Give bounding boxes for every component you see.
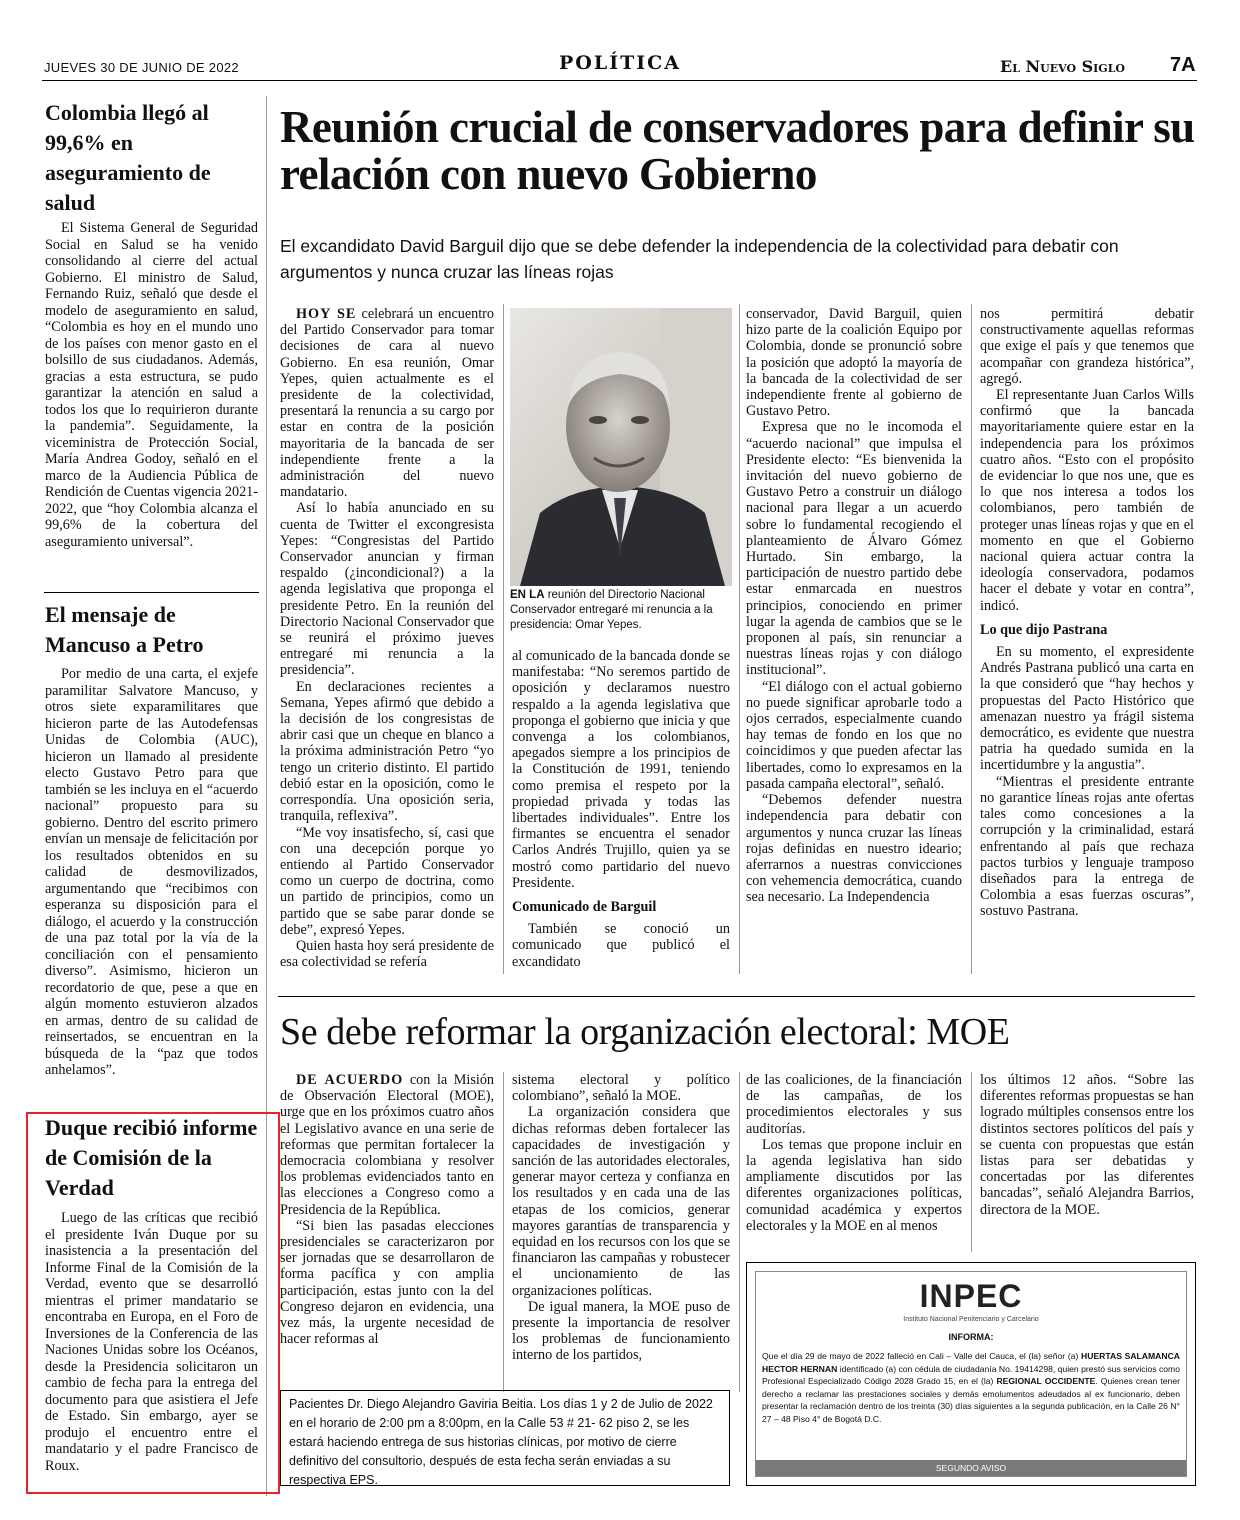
inpec-notice: [746, 1262, 1196, 1486]
sidebar-story-body: Luego de las críticas que recibió el presidente Iván Duque por su inasistencia a la presentación del Informe Final de la Comisión de la Verdad, evento que se desarrolló mientras el primer mandatario se encontraba en Europa, en el Foro de Inversiones de la Conferencia de las Naciones Unidas sobre los Océanos, desde la Presidencia solicitaron un cambio de fecha para la entrega del documento para que asistiera el Jefe de Estado. Sin embargo, ayer se produjo el encuentro entre el mandatario y el padre Francisco de Roux.: [45, 1210, 258, 1474]
article-subheading: Comunicado de Barguil: [512, 899, 657, 916]
article-subheading: Lo que dijo Pastrana: [980, 621, 1108, 638]
paragraph: celebrará un encuentro del Partido Conservador para tomar decisiones de cara al nuevo Gobierno. En esa reunión, Omar Yepes, quien actualmente es el presidente de la colectividad, presentará la renuncia a su cargo por estar en contra de la posición mayoritaria de la bancada de ser independiente frente a la administración del nuevo mandatario.: [280, 306, 494, 501]
paragraph: Los temas que propone incluir en la agenda legislativa han sido ampliamente discutidos por las diferentes organizaciones políticas, comunidad académica y expertos electorales y la MOE en al menos: [746, 1136, 962, 1234]
main-subheadline: El excandidato David Barguil dijo que se debe defender la independencia de la colectividad para debatir con argumentos y nunca cruzar las líneas rojas: [280, 236, 1119, 282]
paragraph: Expresa que no le incomoda el “acuerdo nacional” que impulsa el Presidente electo: “Es bienvenida la invitación del nuevo gobierno de Gustavo Petro a construir un diálogo nacional para llegar a un acuerdo sobre lo fundamental recogiendo el planteamiento de Álvaro Gómez Hurtado. Sin embargo, la participación de nuestro partido debe estar enmarcada en nuestros principios, conociendo en primer lugar la agenda de cambios que se le proponen al país, sin renunciar a nuestras líneas rojas y con diálogo institucional”.: [746, 419, 962, 679]
article-column-3: [746, 306, 962, 906]
photo-omar-yepes: [510, 308, 732, 586]
caption-lead: EN LA: [510, 589, 545, 601]
inpec-informa-label: INFORMA:: [948, 1332, 994, 1342]
moe-headline: Se debe reformar la organización electoral: MOE: [280, 1011, 1010, 1053]
sidebar-story-title: El mensaje de Mancuso a Petro: [45, 602, 204, 657]
paragraph: nos permitirá debatir constructivamente aquellas reformas que exige el país y que tenemos que acompañar con grandeza histórica”, agregó.: [980, 306, 1194, 387]
region-name: REGIONAL OCCIDENTE: [996, 1376, 1096, 1387]
page-number: 7A: [1170, 54, 1196, 76]
portrait-image: [510, 308, 732, 586]
paragraph: “Mientras el presidente entrante no garantice líneas rojas ante ofertas tales como concesiones a la corrupción y la criminalidad, estará enfrentando al país que rechaza pactos turbios y lenguaje tramposo diseñados para la entrega de Colombia a esas fuerzas oscuras”, sostuvo Pastrana.: [980, 773, 1194, 920]
column-divider: [503, 304, 504, 974]
paragraph: con la Misión de Observación Electoral (MOE), urge que en los próximos cuatro años el Legislativo avance en una serie de reformas que permitan fortalecer la democracia colombiana y resolver los problemas evidenciados tanto en las elecciones a Congreso como a Presidencia de la República.: [280, 1072, 495, 1218]
article-column-2: [512, 648, 730, 970]
paragraph: de las coaliciones, de la financiación de las campañas, de los procedimientos electorales y sus auditorías.: [746, 1072, 962, 1137]
column-divider: [971, 304, 972, 974]
section-rule: [278, 996, 1195, 997]
paragraph: También se conoció un comunicado que publicó el excandidato: [512, 921, 730, 970]
paragraph: Así lo había anunciado en su cuenta de Twitter el excongresista Yepes: “Congresistas del Partido Conservador anuncian y firman respaldo (¿incondicional?) a la agenda legislativa que proponga el presidente Petro. En la reunión del Directorio Nacional Conservador que se reunirá el próximo jueves entregaré mi renuncia a la presidencia”.: [280, 500, 494, 679]
paragraph: “Debemos defender nuestra independencia para debatir con argumentos y nunca cruzar las líneas rojas definidas en nuestro ideario; aferrarnos a nuestras convicciones con vehemencia democrática, cuando sea necesario. La Independencia: [746, 792, 962, 906]
caption-text: reunión del Directorio Nacional Conservador entregaré mi renuncia a la presidencia: Omar Yepes.: [510, 589, 713, 631]
paragraph: “Me voy insatisfecho, sí, casi que con una decepción porque yo entiendo al Partido Conservador como un cuerpo de doctrina, como un partido de principios, como un partido que se sabe parar donde se debe”, expresó Yepes.: [280, 824, 494, 938]
moe-column-1: [280, 1072, 494, 1347]
moe-column-2: [512, 1072, 730, 1364]
paragraph: La organización considera que dichas reformas deben fortalecer las capacidades de investigación y sanción de las autoridades electorales, generar mayor certeza y confianza en los resultados y en cada una de las etapas de los comicios, generar mayores garantías de transparencia y equidad en los recursos con los que se financiaron las campañas y robustecer el uncionamiento de las organizaciones políticas.: [512, 1104, 730, 1299]
notice-text-part: . Quienes crean tener derecho a reclamar las prestaciones sociales y demás emolumentos adeudados al ex funcionario, deben presentar la reclamación dentro de los treinta (30) días siguientes a la segunda publicación, en la Calle 26 N° 27 – 48 Piso 4° de Bogotá D.C.: [762, 1376, 1180, 1424]
article-column-4: [980, 306, 1194, 920]
paragraph: En su momento, el expresidente Andrés Pastrana publicó una carta en la que consideró que “hay hechos y propuestas del Pacto Histórico que amenazan nuestro ya frágil sistema democrático, es evidente que nuestra patria ha quedado sumida en la incertidumbre y la angustia”.: [980, 644, 1194, 774]
sidebar-story-body: Por medio de una carta, el exjefe paramilitar Salvatore Mancuso, y otros siete exparamilitares que hicieron parte de las Autodefensas Unidas de Colombia (AUC), hicieron un llamado al presidente electo Gustavo Petro para que también se les incluya en el “acuerdo nacional” propuesto para su gobierno. Dentro del escrito primero envían un mensaje de felicitación por los resultados obtenidos en su calidad de desmovilizados, argumentando que “recibimos con esperanza su disposición para el diálogo, el acuerdo y la construcción de una paz total por la vía de la conciliación con el pensamiento diverso”. Asimismo, hicieron un recordatorio de que, pese a que en algún momento estuvieron alzados en armas, dentro de su calidad de reinsertados, se encuentran en la búsqueda de la “paz que todos anhelamos”.: [45, 666, 258, 1078]
paragraph: Quien hasta hoy será presidente de esa colectividad se refería: [280, 937, 494, 971]
inpec-frame: [755, 1271, 1187, 1477]
paragraph: conservador, David Barguil, quien hizo parte de la coalición Equipo por Colombia, donde se pronunció sobre la posición que adoptó la mayoría de la bancada de la colectividad de ser independiente frente al gobierno de Gustavo Petro.: [746, 306, 962, 420]
paragraph: “Si bien las pasadas elecciones presidenciales se caracterizaron por ser jornadas que se desarrollaron de forma pacífica y con amplia participación, estas junto con la del Congreso dejaron en evidencia, una vez más, la urgente necesidad de hacer reformas al: [280, 1217, 494, 1348]
paragraph: al comunicado de la bancada donde se manifestaba: “No seremos partido de oposición y declaramos nuestro respaldo a la agenda legislativa que proponga el gobierno que inicia y que convenga a los colombianos, apegados siempre a los principios de la Constitución de 1991, teniendo como premisa el respeto por la propiedad privada y todas las libertades individuales”. Entre los firmantes se encuentra el senador Carlos Andrés Trujillo, quien ya se mostró como partidario del nuevo Presidente.: [512, 648, 730, 891]
main-headline: Reunión crucial de conservadores para definir su relación con nuevo Gobierno: [280, 102, 1195, 199]
article-column-1: [280, 306, 494, 970]
highlight-box: [26, 1112, 280, 1494]
paragraph: “El diálogo con el actual gobierno no puede significar aprobarle todo a ojos cerrados, especialmente cuando hay temas de fondo en los que no coincidimos y que pueden afectar las libertades, como lo expresamos en la pasada campaña electoral”, señaló.: [746, 678, 962, 792]
deceased-name: HUERTAS SALAMANCA HECTOR HERNAN: [762, 1351, 1181, 1374]
inpec-notice-text: [762, 1350, 1180, 1426]
moe-column-3: [746, 1072, 962, 1234]
inpec-logo-subtitle: Instituto Nacional Penitenciario y Carcelario: [903, 1316, 1039, 1323]
paragraph: El representante Juan Carlos Wills confirmó que la bancada mayoritariamente quiere estar en la independencia para los próximos cuatro años. “Esto con el propósito de evidenciar lo que nos une, que es lo que nos interesa a todos los colombianos, pero también de proteger unas líneas rojas y que en el momento en que el Gobierno nacional quiera actuar contra la ideología conservadora, podamos hacer el debate y votar en contra”, indicó.: [980, 387, 1194, 614]
notice-text-part: identificado (a) con cédula de ciudadanía No. 19414298, quien prestó sus servicios como Profesional Especializado Código 2028 Grado 15, en el (la): [762, 1363, 1180, 1387]
photo-caption: [510, 588, 732, 633]
moe-column-4: [980, 1072, 1194, 1218]
paragraph: En declaraciones recientes a Semana, Yepes afirmó que debido a la decisión de los congresistas de abrir casi que un cheque en blanco a la próxima administración Petro “yo tengo un criterio distinto. El partido debió estar en la oposición, como le correspondía. Una oposición seria, tranquila, reflexiva”.: [280, 678, 494, 825]
column-divider: [971, 1072, 972, 1252]
inpec-footer-bar: SEGUNDO AVISO: [756, 1460, 1186, 1476]
sidebar-story-title: Duque recibió informe de Comisión de la Verdad: [45, 1115, 258, 1200]
sidebar-rule: [44, 592, 259, 593]
column-divider: [503, 1072, 504, 1392]
lead-word: HOY SE: [296, 306, 357, 322]
section-name: POLÍTICA: [559, 52, 681, 74]
paragraph: sistema electoral y político colombiano”, señaló la MOE.: [512, 1072, 730, 1105]
column-divider: [739, 304, 740, 974]
newspaper-name: El Nuevo Siglo: [1000, 57, 1126, 76]
sidebar-story-title: Colombia llegó al 99,6% en aseguramiento de salud: [45, 100, 211, 215]
header-rule: [42, 80, 1197, 81]
issue-date: JUEVES 30 DE JUNIO DE 2022: [44, 60, 239, 75]
column-divider: [739, 1072, 740, 1392]
paragraph: De igual manera, la MOE puso de presente la importancia de resolver los problemas de funcionamiento interno de los partidos,: [512, 1298, 730, 1364]
notice-text-part: Que el día 29 de mayo de 2022 falleció en Cali – Valle del Cauca, el (la) señor (a): [762, 1351, 1082, 1361]
sidebar-story-body: El Sistema General de Seguridad Social en Salud se ha venido consolidando al cierre del actual Gobierno. El ministro de Salud, Fernando Ruiz, señaló que desde el modelo de aseguramiento en salud, “Colombia es hoy en el mundo uno de los países con menor gasto en el bolsillo de sus ciudadanos. Además, gracias a esta estructura, se pudo garantizar la atención en salud a todos los que lo requirieron durante la pandemia”. Seguidamente, la viceministra de Protección Social, María Andrea Godoy, señaló en el marco de la Audiencia Pública de Rendición de Cuentas vigencia 2021-2022, que “hoy Colombia alcanza el 99,6% de la cobertura del aseguramiento universal”.: [45, 220, 258, 550]
clinic-notice: Pacientes Dr. Diego Alejandro Gaviria Beitia. Los días 1 y 2 de Julio de 2022 en el horario de 2:00 pm a 8:00pm, en la Calle 53 # 21- 62 piso 2, se les estará haciendo entrega de sus historias clínicas, por motivo de cierre definitivo del consultorio, después de esta fecha serán enviadas a su respectiva EPS.: [280, 1390, 730, 1486]
paragraph: los últimos 12 años. “Sobre las diferentes reformas propuestas se han logrado múltiples consensos entre los distintos sectores políticos del país y se cuenta con propuestas que están listas para ser debatidas y concertadas por las diferentes bancadas”, señaló Alejandra Barrios, directora de la MOE.: [980, 1072, 1194, 1218]
inpec-logo: INPEC: [919, 1278, 1023, 1314]
lead-word: DE ACUERDO: [296, 1072, 404, 1088]
